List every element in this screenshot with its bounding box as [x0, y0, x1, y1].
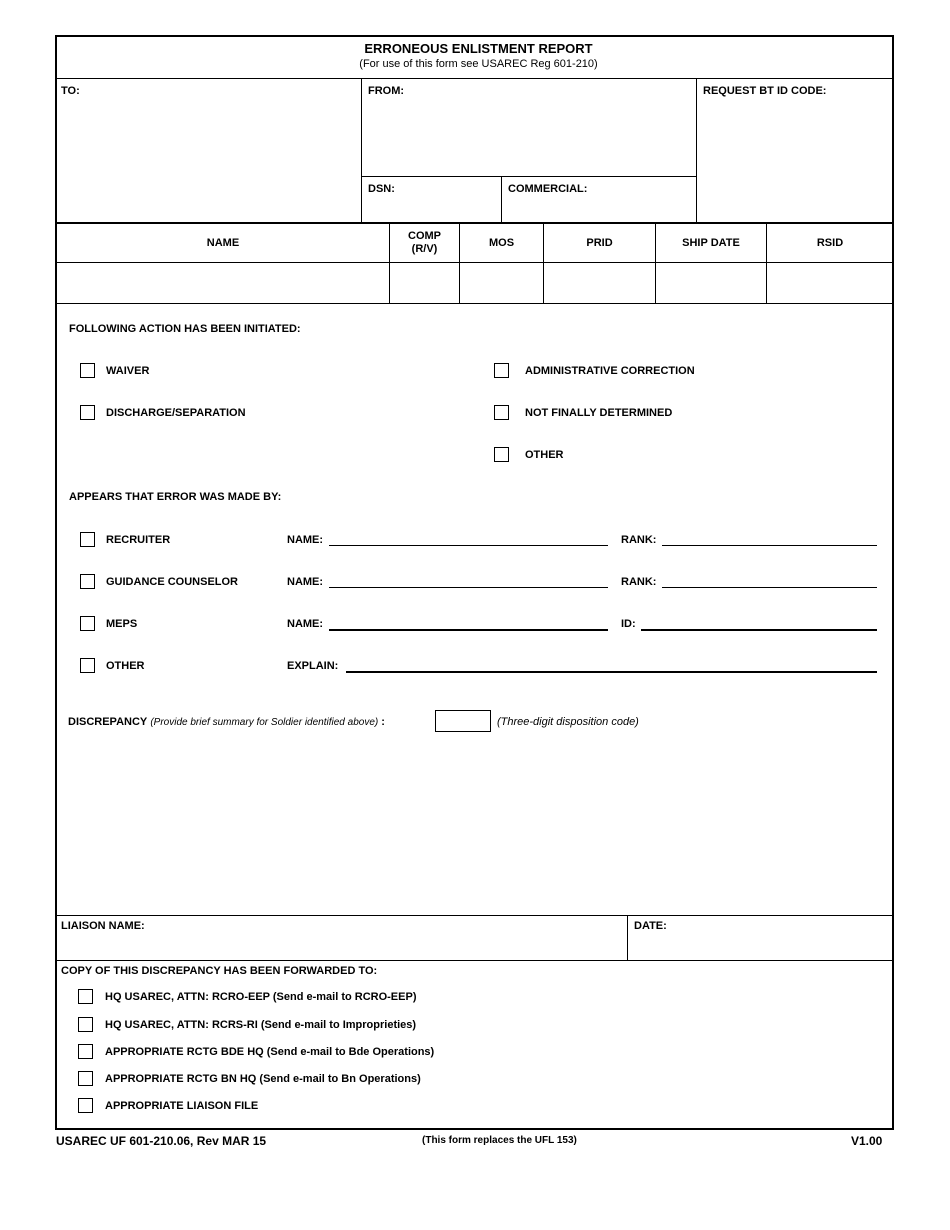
rsid-cell[interactable]	[768, 264, 891, 302]
forward-rcrs-ri-label: HQ USAREC, ATTN: RCRS-RI (Send e-mail to Improprieties)	[105, 1019, 417, 1031]
rule-from-right	[696, 78, 697, 222]
guidance-rank-input[interactable]	[662, 587, 877, 588]
not-final-checkbox[interactable]	[494, 405, 509, 420]
rsid-column-header: RSID	[816, 237, 844, 249]
error-other-checkbox[interactable]	[80, 658, 95, 673]
forward-liaison-file-checkbox[interactable]	[78, 1098, 93, 1113]
rule-header-bottom	[55, 78, 894, 79]
rule-liaison-bottom	[55, 960, 894, 961]
disposition-code-note: (Three-digit disposition code)	[497, 716, 639, 728]
prid-cell[interactable]	[545, 264, 654, 302]
guidance-label: GUIDANCE COUNSELOR	[106, 576, 239, 588]
explain-input[interactable]	[346, 671, 877, 673]
name-column-header: NAME	[206, 237, 240, 249]
rule-to-right	[361, 78, 362, 222]
admin-correction-label: ADMINISTRATIVE CORRECTION	[525, 365, 695, 377]
from-label: FROM:	[368, 85, 405, 97]
prid-column-header: PRID	[586, 237, 613, 249]
discrepancy-summary-field[interactable]	[57, 740, 892, 912]
error-heading: APPEARS THAT ERROR WAS MADE BY:	[69, 491, 282, 503]
meps-id-input[interactable]	[641, 629, 877, 631]
guidance-rank-label: RANK:	[621, 576, 657, 588]
meps-checkbox[interactable]	[80, 616, 95, 631]
forward-rcro-eep-checkbox[interactable]	[78, 989, 93, 1004]
guidance-name-input[interactable]	[329, 587, 608, 588]
liaison-date-field[interactable]	[629, 934, 891, 958]
waiver-checkbox[interactable]	[80, 363, 95, 378]
recruiter-name-label: NAME:	[287, 534, 324, 546]
meps-id-label: ID:	[621, 618, 636, 630]
forward-rcro-eep-label: HQ USAREC, ATTN: RCRO-EEP (Send e-mail to RCRO-EEP)	[105, 991, 417, 1003]
rule-from-bottom	[361, 176, 697, 177]
forward-bde-hq-checkbox[interactable]	[78, 1044, 93, 1059]
recruiter-rank-label: RANK:	[621, 534, 657, 546]
action-other-label: OTHER	[525, 449, 564, 461]
forward-rcrs-ri-checkbox[interactable]	[78, 1017, 93, 1032]
rule-dsn-right	[501, 176, 502, 222]
admin-correction-checkbox[interactable]	[494, 363, 509, 378]
dsn-label: DSN:	[368, 183, 395, 195]
recruiter-rank-input[interactable]	[662, 545, 877, 546]
meps-label: MEPS	[106, 618, 138, 630]
to-field[interactable]	[57, 100, 359, 220]
dsn-field[interactable]	[398, 180, 498, 220]
forward-liaison-file-label: APPROPRIATE LIAISON FILE	[105, 1100, 259, 1112]
action-other-checkbox[interactable]	[494, 447, 509, 462]
forward-bn-hq-checkbox[interactable]	[78, 1071, 93, 1086]
ship-date-cell[interactable]	[657, 264, 765, 302]
disposition-code-input[interactable]	[435, 710, 491, 732]
liaison-name-field[interactable]	[57, 934, 625, 958]
commercial-label: COMMERCIAL:	[508, 183, 588, 195]
rule-address-bottom	[55, 222, 894, 224]
guidance-name-label: NAME:	[287, 576, 324, 588]
name-cell[interactable]	[57, 264, 388, 302]
rule-liaison-divider	[627, 915, 628, 960]
meps-name-label: NAME:	[287, 618, 324, 630]
ship-date-column-header: SHIP DATE	[682, 237, 740, 249]
liaison-date-label: DATE:	[634, 920, 667, 932]
discharge-label: DISCHARGE/SEPARATION	[106, 407, 246, 419]
forward-bn-hq-label: APPROPRIATE RCTG BN HQ (Send e-mail to Bn Operations)	[105, 1073, 421, 1085]
liaison-name-label: LIAISON NAME:	[61, 920, 145, 932]
from-field[interactable]	[363, 100, 695, 174]
to-label: TO:	[61, 85, 80, 97]
discrepancy-colon: :	[381, 716, 385, 728]
guidance-checkbox[interactable]	[80, 574, 95, 589]
recruiter-label: RECRUITER	[106, 534, 171, 546]
recruiter-name-input[interactable]	[329, 545, 608, 546]
commercial-field[interactable]	[600, 180, 694, 220]
form-subtitle: (For use of this form see USAREC Reg 601-210)	[359, 58, 598, 70]
form-id: USAREC UF 601-210.06, Rev MAR 15	[56, 1134, 267, 1148]
mos-column-header: MOS	[488, 237, 515, 249]
error-other-label: OTHER	[106, 660, 145, 672]
comp-header-line2: (R/V)	[411, 243, 438, 255]
not-final-label: NOT FINALLY DETERMINED	[525, 407, 673, 419]
discrepancy-note: (Provide brief summary for Soldier identified above)	[150, 717, 379, 728]
rule-col-mos	[543, 224, 544, 303]
comp-column-header	[390, 230, 459, 256]
waiver-label: WAIVER	[106, 365, 150, 377]
comp-header-line1: COMP	[408, 230, 441, 242]
rule-col-prid	[655, 224, 656, 303]
form-title: ERRONEOUS ENLISTMENT REPORT	[364, 41, 593, 56]
discrepancy-line	[68, 716, 385, 728]
meps-name-input[interactable]	[329, 629, 608, 631]
explain-label: EXPLAIN:	[287, 660, 339, 672]
form-replaces-note: (This form replaces the UFL 153)	[422, 1135, 577, 1146]
form-version: V1.00	[851, 1134, 883, 1148]
recruiter-checkbox[interactable]	[80, 532, 95, 547]
request-bt-id-label: REQUEST BT ID CODE:	[703, 85, 827, 97]
rule-table-header-bottom	[55, 262, 894, 263]
mos-cell[interactable]	[461, 264, 542, 302]
rule-col-ship	[766, 224, 767, 303]
discrepancy-label: DISCREPANCY	[68, 716, 148, 728]
forward-bde-hq-label: APPROPRIATE RCTG BDE HQ (Send e-mail to Bde Operations)	[105, 1046, 435, 1058]
rule-table-bottom	[55, 303, 894, 304]
action-heading: FOLLOWING ACTION HAS BEEN INITIATED:	[69, 323, 301, 335]
rule-discrepancy-bottom	[55, 915, 894, 916]
forward-heading: COPY OF THIS DISCREPANCY HAS BEEN FORWARDED TO:	[61, 965, 378, 977]
rule-col-comp	[459, 224, 460, 303]
discharge-checkbox[interactable]	[80, 405, 95, 420]
request-bt-id-field[interactable]	[698, 100, 891, 220]
comp-cell[interactable]	[391, 264, 458, 302]
